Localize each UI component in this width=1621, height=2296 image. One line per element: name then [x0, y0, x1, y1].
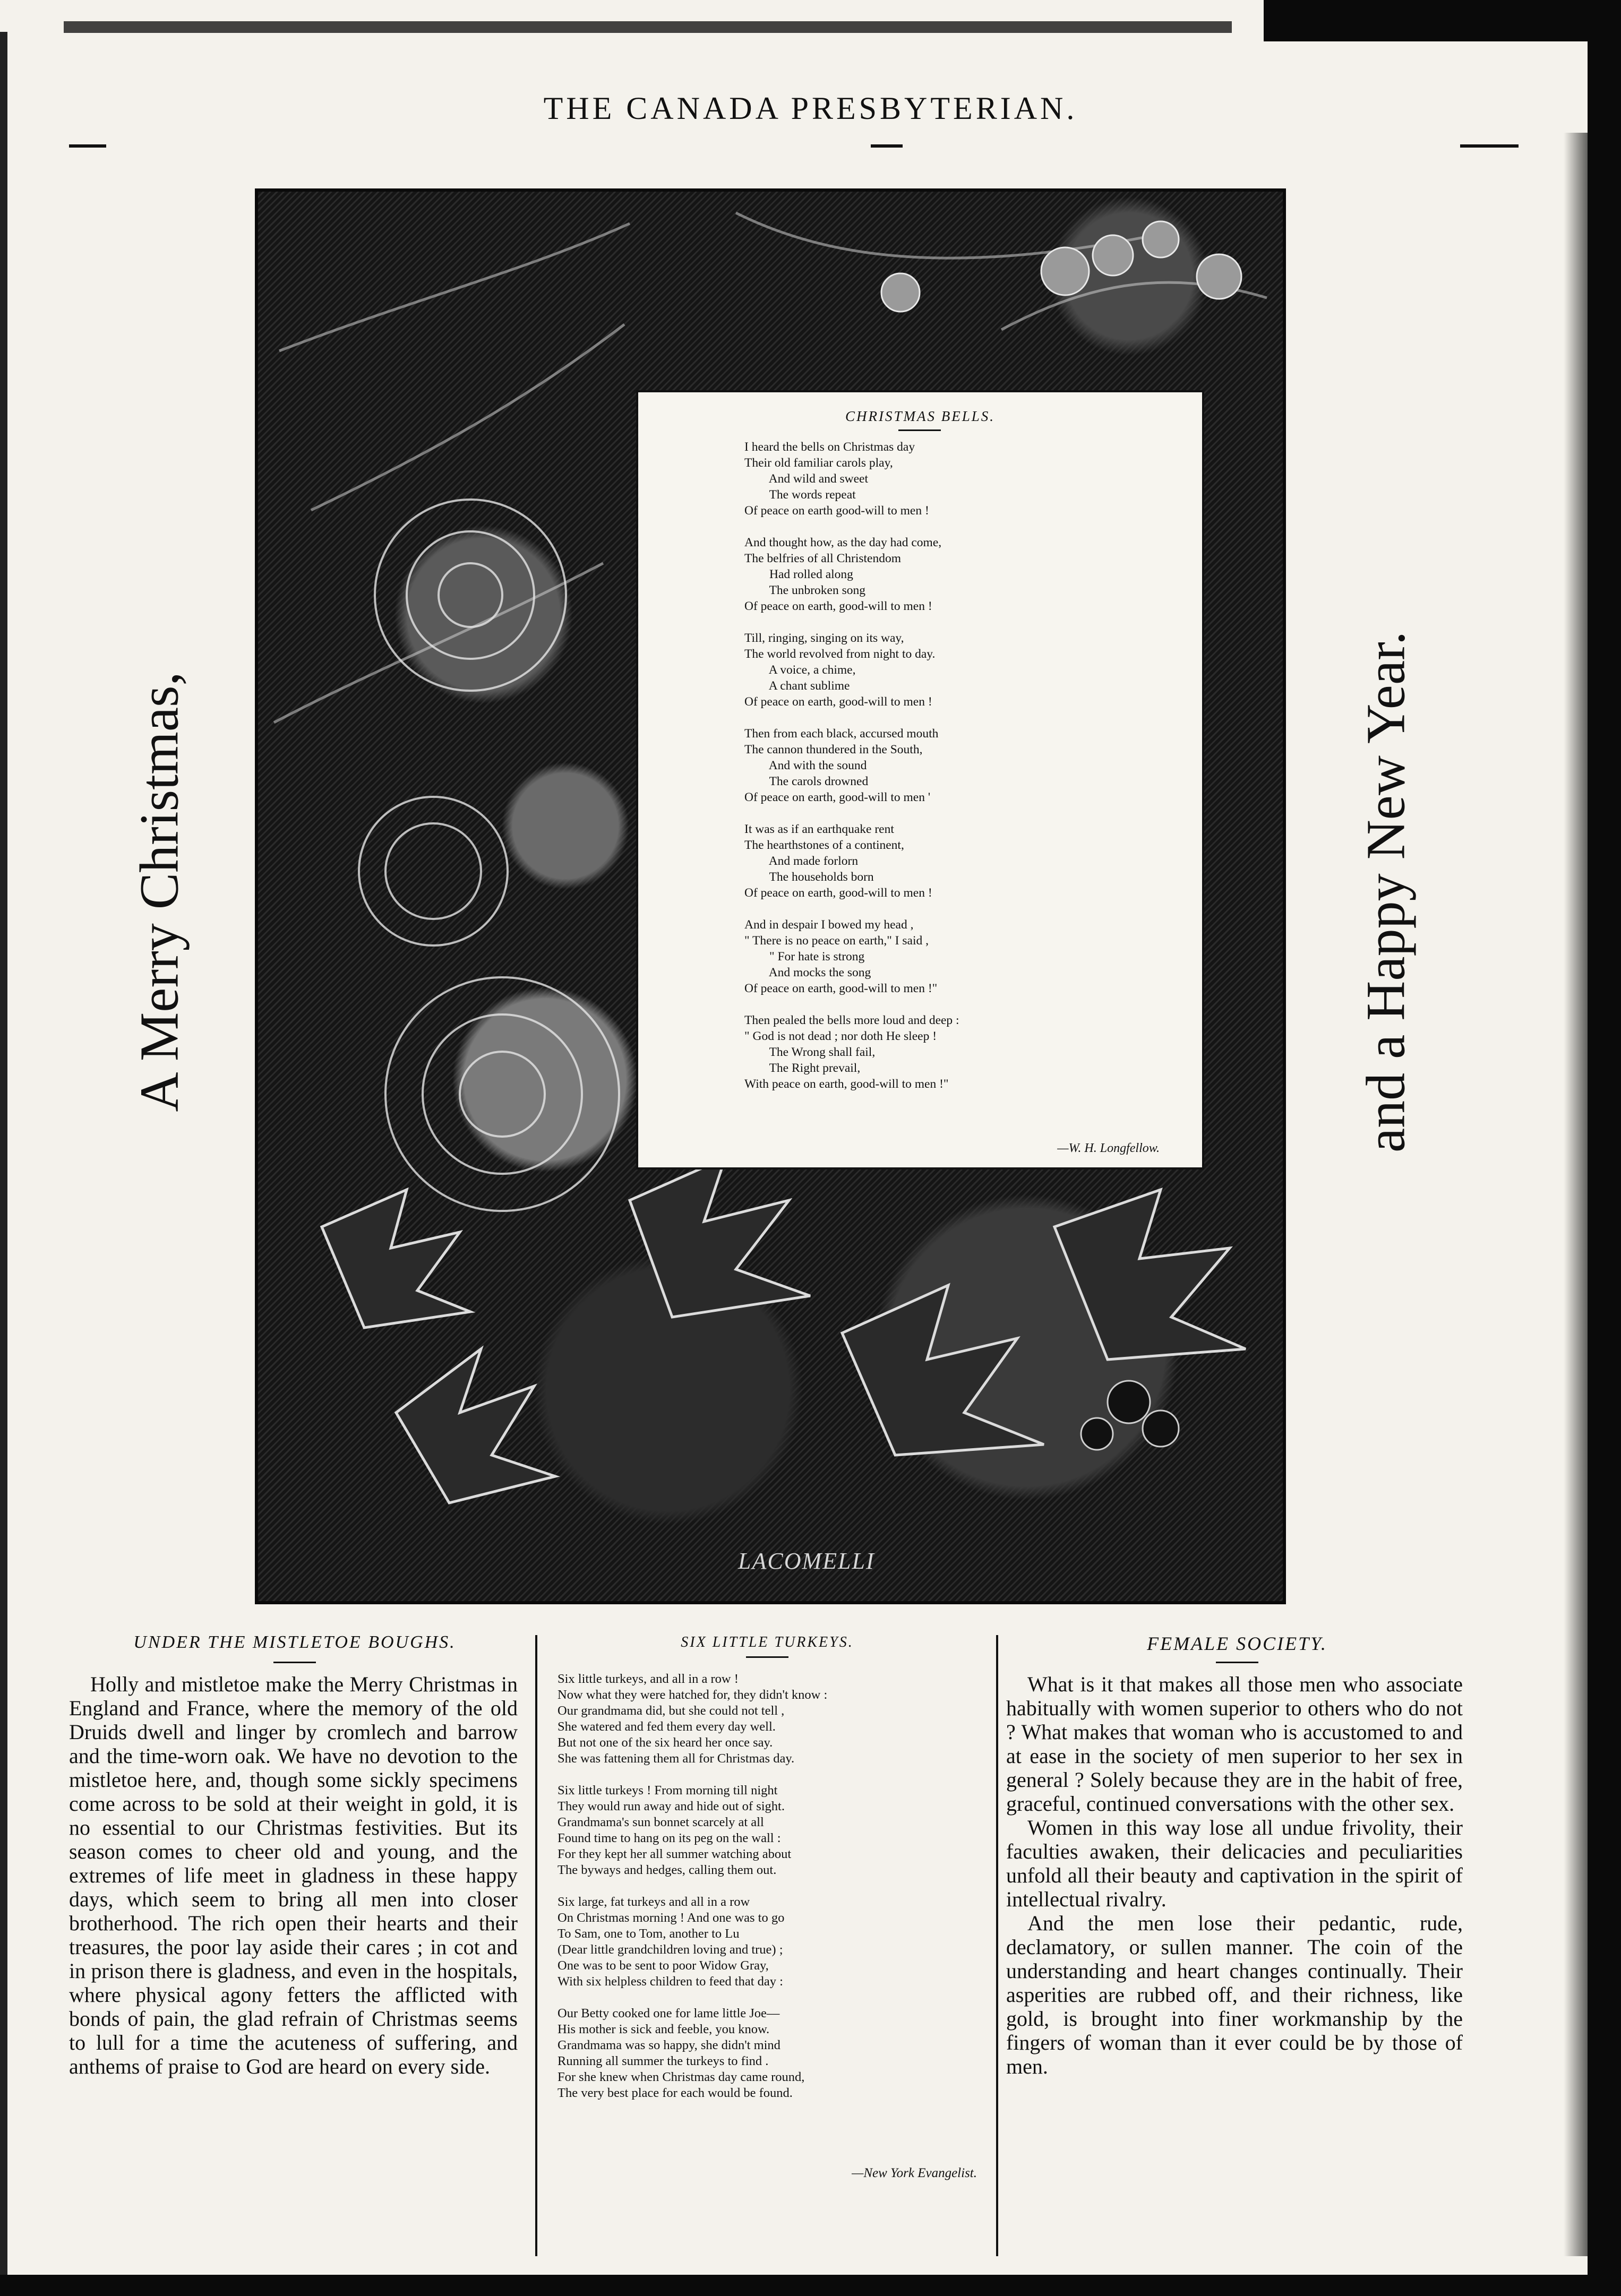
poem-title-rule [898, 429, 941, 431]
masthead-rule-right [1460, 144, 1519, 148]
scan-streak [64, 21, 1232, 33]
column-1-paragraph: Holly and mistletoe make the Merry Christmas in England and France, where the memory of the old Druids dwell and linger by cromlech and barrow and the time-worn oak. We have no devotion to the mistletoe here, and, though some sickly specimens come across to be sold at their weight in gold, it is no essential to our Christmas festivities. But its season comes to cheer old and young, and the extremes of life meet in gladness in these happy days, which seem to bring all men into closer brotherhood. The rich open their hearts and their treasures, the poor lay aside their cares ; in cot and in prison there is gladness, and even in the hospitals, where physical agony fetters the afflicted with bonds of pain, the glad refrain of Christmas seems to lull for a time the acuteness of suffering, and anthems of praise to God are heard on every side. [69, 1672, 518, 2078]
scan-border-top [1264, 0, 1621, 41]
scan-shadow-right [1564, 133, 1588, 2256]
poem-title: CHRISTMAS BELLS. [845, 408, 995, 424]
greeting-right: and a Happy New Year. [1355, 631, 1417, 1153]
scan-border-right [1588, 32, 1621, 2296]
masthead-title: THE CANADA PRESBYTERIAN. [543, 91, 1078, 126]
column-2-title: SIX LITTLE TURKEYS. [681, 1634, 854, 1650]
poem-author: —W. H. Longfellow. [1057, 1141, 1160, 1155]
masthead-rule-mid [871, 144, 903, 148]
column-2-citation: —New York Evangelist. [852, 2166, 977, 2180]
poem-body: I heard the bells on Christmas day Their old familiar carols play, And wild and sweet The words repeat Of peace on earth good-will to men ! And thought how, as the day had come, The belfries of all Christendom Had rolled along The unbroken song Of peace on earth, good-will to men ! Till, ringing, singing on its way, The world revolved from night to day. A voice, a chime, A chant sublime Of peace on earth, good-will to men ! Then from each black, accursed mouth The cannon thundered in the South, And with the sound The carols drowned Of peace on earth, good-will to men ' It was as if an earthquake rent The hearthstones of a continent, And made forlorn The households born Of peace on earth, good-will to men ! And in despair I bowed my head , " There is no peace on earth," I said , " For hate is strong And mocks the song Of peace on earth, good-will to men !" Then pealed the bells more loud and deep : " God is not dead ; nor doth He sleep ! The Wrong shall fail, The Right prevail, With peace on earth, good-will to men !" [744, 440, 959, 1091]
masthead-rule-left [69, 144, 106, 148]
column-1-title: UNDER THE MISTLETOE BOUGHS. [133, 1632, 456, 1652]
scan-border-bottom [0, 2275, 1621, 2296]
column-divider-1 [535, 1635, 537, 2256]
engraver-signature: LACOMELLI [738, 1548, 875, 1574]
column-3-title-rule [1216, 1662, 1258, 1663]
column-3-paragraph-3: And the men lose their pedantic, rude, declamatory, or sullen manner. The coin of the understanding and heart changes continually. Their asperities are rubbed off, and their richness, like gold, is brought into finer workmanship by the fingers of woman than it ever could be by those of men. [1006, 1911, 1463, 2078]
column-2-poem: Six little turkeys, and all in a row ! Now what they were hatched for, they didn't know : Our grandmama did, but she could not tell , She watered and fed them every day well. But not one of the six heard her once say. She was fattening them all for Christmas day. Six little turkeys ! From morning till night They would run away and hide out of sight. Grandmama's sun bonnet scarcely at all Found time to hang on its peg on the wall : For they kept her all summer watching about The byways and hedges, calling them out. Six large, fat turkeys and all in a row On Christmas morning ! And one was to go To Sam, one to Tom, another to Lu (Dear little grandchildren loving and true) ; One was to be sent to poor Widow Gray, With six helpless children to feed that day : Our Betty cooked one for lame little Joe— His mother is sick and feeble, you know. Grandmama was so happy, she didn't mind Running all summer the turkeys to find . For she knew when Christmas day came round, The very best place for each would be found. [558, 1672, 828, 2100]
scan-border-left [0, 32, 7, 2275]
column-3-article [1006, 1672, 1463, 2078]
column-3-paragraph-2: Women in this way lose all undue frivolity, their faculties awaken, their delicacies and peculiarities unfold all their beauty and captivation in the spirit of intellectual rivalry. [1006, 1816, 1463, 1911]
greeting-left: A Merry Christmas, [128, 672, 190, 1112]
column-1-title-rule [273, 1662, 316, 1663]
christmas-bells-poem [636, 390, 1204, 1170]
column-3-paragraph-1: What is it that makes all those men who associate habitually with women superior to others who do not ? What makes that woman who is accustomed to and at ease in the society of men superior to her sex in general ? Solely because they are in the habit of free, graceful, continued conversations with the other sex. [1006, 1672, 1463, 1816]
column-3-title: FEMALE SOCIETY. [1147, 1633, 1327, 1654]
column-1-article [69, 1672, 518, 2078]
column-divider-2 [996, 1635, 998, 2256]
column-2-title-rule [746, 1656, 788, 1658]
